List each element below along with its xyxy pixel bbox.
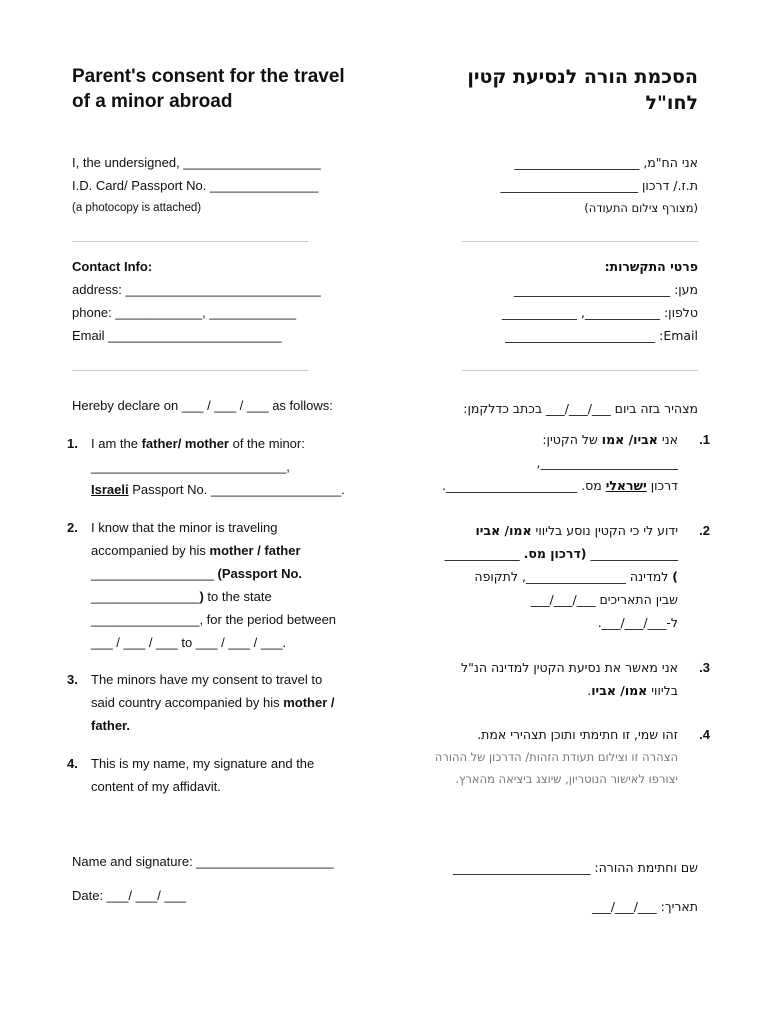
english-item2-line2-pre: accompanied by his	[91, 543, 210, 558]
english-email-line: Email ________________________	[72, 328, 282, 343]
english-name-signature-line: Name and signature: ___________________	[72, 854, 334, 869]
english-item2-line2-bold: mother / father	[209, 543, 301, 558]
english-item2-number: 2.	[67, 520, 78, 535]
hebrew-item2-line1-pre: ידוע לי כי הקטין נוסע בליווי	[531, 523, 678, 538]
hebrew-item3-number: .3	[699, 660, 710, 675]
hebrew-item2	[393, 519, 678, 634]
english-item4-number: 4.	[67, 756, 78, 771]
english-item2-line4-bold: )	[199, 589, 204, 604]
english-item2-line3-pre: _________________	[91, 566, 218, 581]
english-contact-block	[72, 255, 377, 347]
english-item1-pre: I am the	[91, 436, 142, 451]
english-item1-bold: father/ mother	[141, 436, 229, 451]
english-item4	[91, 752, 376, 798]
english-photocopy-note: (a photocopy is attached)	[72, 202, 202, 214]
english-declare-line: Hereby declare on ___ / ___ / ___ as follows:	[72, 398, 333, 413]
hebrew-title	[398, 64, 698, 116]
english-date-line: Date: ___/ ___/ ___	[72, 888, 187, 903]
hebrew-item2-number: .2	[699, 523, 710, 538]
english-item1-line2: ___________________________,	[91, 459, 290, 474]
hebrew-divider-2	[462, 370, 698, 371]
hebrew-contact-block	[398, 255, 698, 347]
hebrew-item2-line3-bold: )	[672, 569, 678, 584]
hebrew-item2-line2-bold: (דרכון מס.	[523, 546, 587, 561]
english-item4-line1: This is my name, my signature and the	[91, 756, 315, 771]
english-undersigned-line: I, the undersigned, ___________________	[72, 155, 321, 170]
hebrew-item3-line1: אני מאשר את נסיעת הקטין למדינה הנ"ל	[460, 660, 678, 675]
hebrew-identity-block	[398, 151, 698, 220]
hebrew-address-line: מען: _________________________	[513, 282, 698, 297]
english-item2	[91, 516, 376, 654]
hebrew-divider-1	[462, 241, 698, 242]
hebrew-title-line1: הסכמת הורה לנסיעת קטין	[467, 66, 698, 88]
hebrew-item3	[393, 656, 678, 702]
english-item1	[91, 432, 376, 501]
hebrew-item4-number: .4	[699, 727, 710, 742]
hebrew-item1-line2: ______________________,	[536, 455, 678, 470]
hebrew-item1-line1-pre: אני	[657, 432, 678, 447]
english-item3-line2-pre: said country accompanied by his	[91, 695, 284, 710]
english-item3-line2-bold: mother /	[283, 695, 335, 710]
hebrew-phone-line: טלפון: ____________, ____________	[502, 305, 698, 320]
english-id-line: I.D. Card/ Passport No. _______________	[72, 178, 319, 193]
english-item3	[91, 668, 376, 737]
hebrew-item1-number: .1	[699, 432, 710, 447]
hebrew-id-line: ת.ז./ דרכון ______________________	[500, 178, 698, 193]
hebrew-title-line2: לחו"ל	[645, 92, 698, 114]
english-title	[72, 64, 377, 114]
hebrew-item1	[393, 428, 678, 497]
english-item3-line3-bold: father.	[91, 718, 131, 733]
hebrew-item1-line1-post: של הקטין:	[542, 432, 602, 447]
english-item1-post: of the minor:	[228, 436, 305, 451]
hebrew-email-line: Email: ________________________	[505, 328, 698, 343]
english-item1-number: 1.	[67, 436, 78, 451]
hebrew-name-signature-line: שם וחתימת ההורה: ______________________	[452, 860, 698, 875]
hebrew-item1-line1-bold: אביו/ אמו	[601, 432, 658, 447]
hebrew-item1-line3-pre: דרכון	[646, 478, 678, 493]
english-item2-line3-bold: (Passport No.	[217, 566, 303, 581]
english-item2-line4-post: to the state	[203, 589, 272, 604]
english-item4-line2: content of my affidavit.	[91, 779, 221, 794]
hebrew-date-line: תאריך: ___/___/___	[592, 899, 698, 914]
hebrew-contact-heading: פרטי התקשרות:	[604, 259, 698, 274]
hebrew-item3-line2-bold: אמו/ אביו	[591, 683, 648, 698]
english-item2-line4-pre: _______________	[91, 589, 200, 604]
hebrew-declare-line: מצהיר בזה ביום ___/___/___ בכתב כדלקמן:	[463, 401, 698, 416]
english-divider-2	[72, 370, 308, 371]
hebrew-item2-line2-post: ____________	[444, 546, 524, 561]
hebrew-item2-line3-post: למדינה ________________, לתקופה	[474, 569, 673, 584]
english-identity-block	[72, 151, 377, 220]
hebrew-item2-line2-pre: ______________	[586, 546, 678, 561]
hebrew-item4	[393, 723, 678, 790]
english-item3-line1: The minors have my consent to travel to	[91, 672, 323, 687]
hebrew-item4-line1: זהו שמי, זו חתימתי ותוכן תצהירי אמת.	[477, 727, 678, 742]
hebrew-item4-note1: הצהרה זו וצילום תעודת הזהות/ הדרכון של ההורה	[434, 750, 678, 764]
hebrew-item3-line2-post: .	[587, 683, 592, 698]
hebrew-item1-line3-bold: ישראלי	[605, 478, 647, 493]
english-phone-line: phone: ____________, ____________	[72, 305, 297, 320]
hebrew-item2-line5: ל-___/___/___.	[597, 615, 678, 630]
english-item2-line6: ___ / ___ / ___ to ___ / ___ / ___.	[91, 635, 287, 650]
hebrew-undersigned-line: אני הח"מ, ____________________	[514, 155, 698, 170]
english-title-line2: of a minor abroad	[72, 91, 233, 112]
english-item2-line5: _______________, for the period between	[91, 612, 337, 627]
hebrew-item2-line4: שבין התאריכים ___/___/___	[530, 592, 678, 607]
english-item1-passport: Passport No. __________________.	[128, 482, 345, 497]
hebrew-item3-line2-pre: בליווי	[647, 683, 678, 698]
hebrew-item4-note2: יצורפו לאישור הנוטריון, שיוצג ביציאה מהארץ.	[455, 772, 678, 786]
english-item2-line1: I know that the minor is traveling	[91, 520, 278, 535]
english-item1-israeli: Israeli	[91, 482, 129, 497]
english-item3-number: 3.	[67, 672, 78, 687]
english-divider-1	[72, 241, 308, 242]
english-contact-heading: Contact Info:	[72, 259, 153, 274]
english-address-line: address: ___________________________	[72, 282, 321, 297]
hebrew-item2-line1-bold: אמו/ אביו	[475, 523, 532, 538]
hebrew-item1-line3-post: מס. _____________________.	[441, 478, 606, 493]
hebrew-photocopy-note: (מצורף צילום התעודה)	[584, 201, 698, 215]
english-title-line1: Parent's consent for the travel	[72, 66, 345, 87]
